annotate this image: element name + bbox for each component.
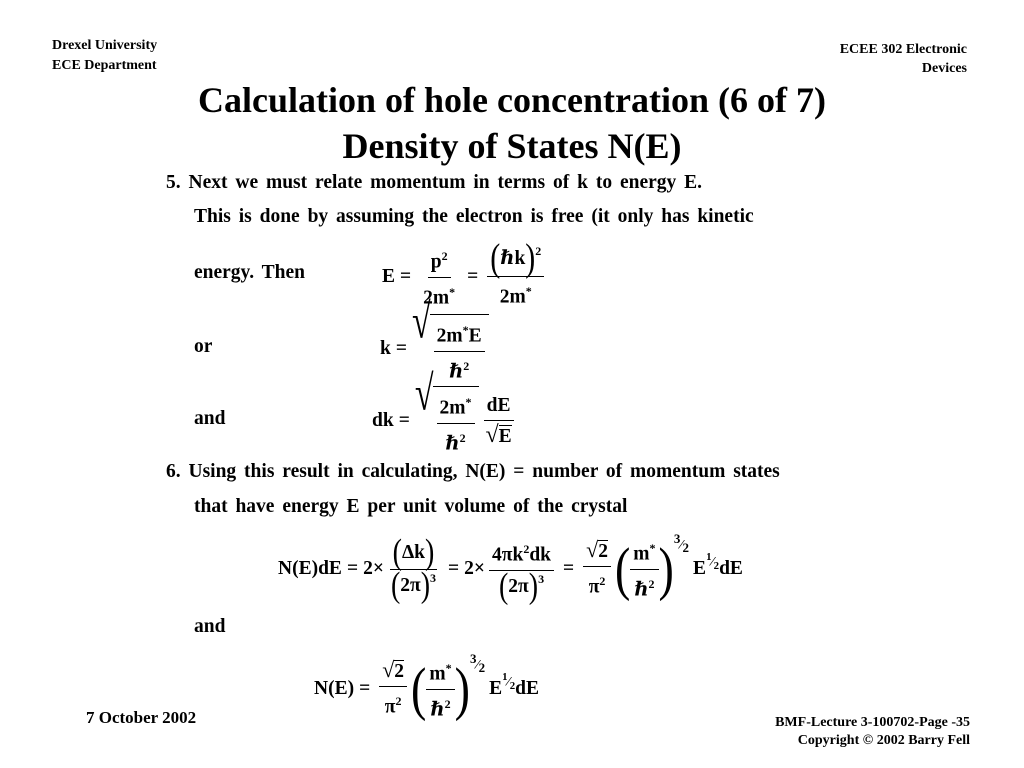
slide-footer	[775, 714, 970, 750]
course-header	[840, 40, 967, 78]
p-squared-fraction: $\frac{p^2}{2m^*}$	[420, 244, 458, 310]
slide-date: 7 October 2002	[86, 708, 197, 727]
course-name-cont: Devices	[921, 61, 967, 76]
square-root: √ $\frac{2m^*}{\hbar^2}$	[415, 386, 479, 456]
department-name: ECE Department	[52, 58, 157, 73]
kinetic-energy-equation: E = $\frac{p^2}{2m^*}$ = ( ℏk ) 2 2m*	[382, 244, 548, 310]
item5-line2: This is done by assuming the electron is free (it only has kinetic	[194, 206, 754, 227]
university-name: Drexel University	[52, 38, 158, 53]
density-of-states-derivation: N(E)dE = 2× ( Δk ) ( 2π ) 3 = 2× $4\pi k^2dk$ ( 2π ) 3 = $\frac{√2}{\pi^2}$ ( $\frac{m^*}{\hbar^2}$ ) $^3⁄_2$ E $^1⁄_2$ dE	[278, 530, 743, 607]
density-of-states-result: N(E) = $\frac{√2}{\pi^2}$ ( $\frac{m^*}{\hbar^2}$ ) $^3⁄_2$ E $^1⁄_2$ dE	[314, 650, 539, 722]
item6-line2: that have energy E per unit volume of the crystal	[194, 496, 628, 517]
hbar-k-fraction: ( ℏk ) 2 2m*	[487, 244, 544, 310]
item6-line1: 6. Using this result in calculating, N(E) = number of momentum states	[166, 461, 780, 482]
course-name: ECEE 302 Electronic	[839, 42, 967, 57]
dk-equation: dk = √ $\frac{2m^*}{\hbar^2}$ $\frac{dE}{√E}$	[372, 386, 519, 456]
item5-line1: 5. Next we must relate momentum in terms of k to energy E.	[166, 172, 703, 193]
square-root: √ $\frac{2m^*E}{\hbar^2}$	[412, 314, 489, 384]
page-reference: BMF-Lecture 3-100702-Page -35	[775, 715, 970, 730]
institution-header	[52, 36, 157, 76]
and-label-2: and	[194, 616, 226, 637]
or-label: or	[194, 336, 213, 357]
energy-then-label: energy. Then	[194, 262, 305, 283]
slide-subtitle: Density of States N(E)	[342, 126, 682, 166]
de-over-root-e: $\frac{dE}{√E}$	[485, 394, 512, 448]
and-label-1: and	[194, 408, 226, 429]
slide-title: Calculation of hole concentration (6 of 7)	[198, 80, 826, 120]
wavevector-equation: k = √ $\frac{2m^*E}{\hbar^2}$	[380, 314, 489, 384]
copyright-notice: Copyright © 2002 Barry Fell	[797, 733, 970, 748]
